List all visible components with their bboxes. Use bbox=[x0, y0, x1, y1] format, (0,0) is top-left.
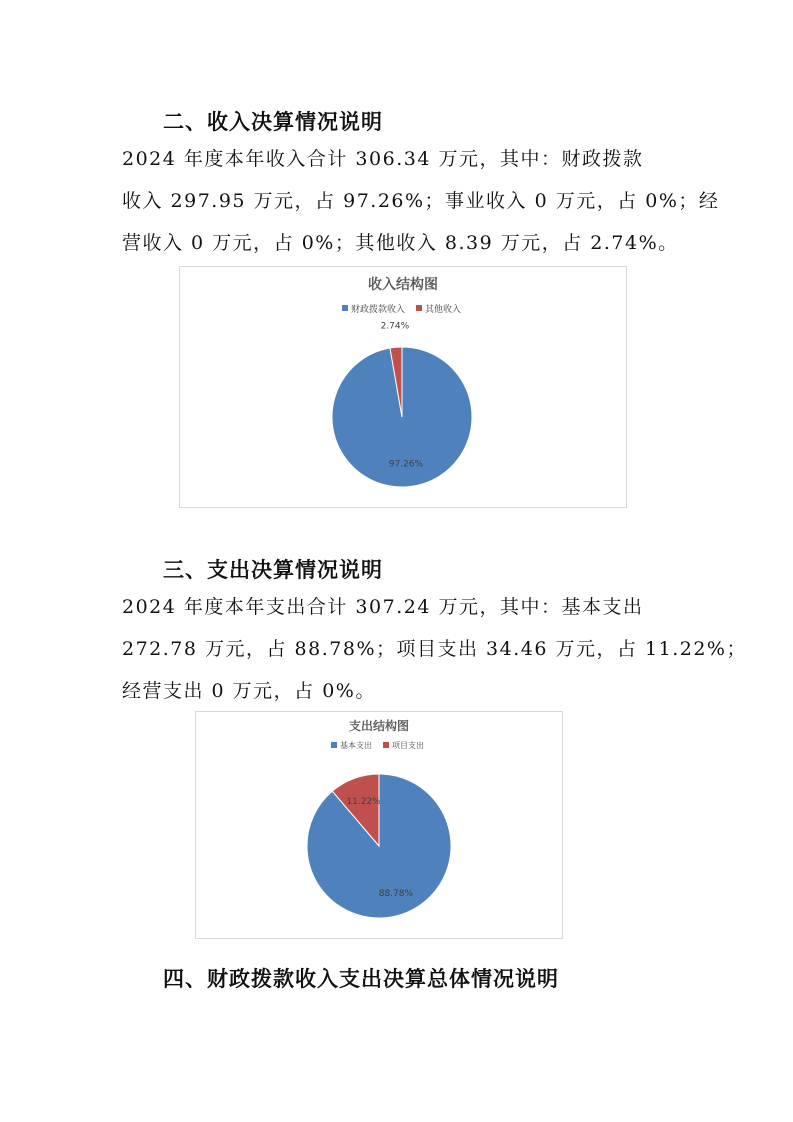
legend-entry: 财政拨款收入 bbox=[351, 305, 406, 315]
section-heading-income: 二、收入决算情况说明 bbox=[163, 110, 383, 134]
legend-entry: 基本支出 bbox=[340, 741, 372, 750]
data-label: 2.74% bbox=[380, 321, 410, 332]
legend-swatch bbox=[342, 305, 348, 311]
data-label: 88.78% bbox=[378, 888, 414, 899]
data-label: 97.26% bbox=[388, 459, 424, 470]
income-paragraph bbox=[122, 138, 720, 264]
paragraph-line: 2024 年度本年收入合计 306.34 万元，其中：财政拨款 bbox=[122, 148, 644, 170]
expenditure-paragraph bbox=[122, 586, 747, 712]
legend-swatch bbox=[416, 305, 422, 311]
data-label: 11.22% bbox=[346, 797, 381, 808]
paragraph-line: 2024 年度本年支出合计 307.24 万元，其中：基本支出 bbox=[122, 596, 644, 618]
paragraph-line: 收入 297.95 万元，占 97.26%；事业收入 0 万元，占 0%；经 bbox=[122, 190, 720, 212]
paragraph-line: 经营支出 0 万元，占 0%。 bbox=[122, 680, 376, 702]
legend-swatch bbox=[331, 742, 337, 748]
income-pie-chart-svg bbox=[180, 267, 626, 507]
chart-title: 收入结构图 bbox=[368, 277, 438, 293]
expenditure-pie-chart-svg bbox=[196, 712, 562, 938]
paragraph-line: 272.78 万元，占 88.78%；项目支出 34.46 万元，占 11.22%； bbox=[122, 638, 747, 660]
section-heading-fiscal-overall: 四、财政拨款收入支出决算总体情况说明 bbox=[163, 967, 559, 991]
legend-entry: 其他收入 bbox=[425, 305, 462, 315]
income-structure-chart bbox=[179, 266, 627, 508]
legend-swatch bbox=[383, 742, 389, 748]
chart-title: 支出结构图 bbox=[348, 719, 410, 733]
section-heading-expenditure: 三、支出决算情况说明 bbox=[163, 558, 383, 582]
expenditure-structure-chart bbox=[195, 711, 563, 939]
paragraph-line: 营收入 0 万元，占 0%；其他收入 8.39 万元，占 2.74%。 bbox=[122, 232, 679, 254]
legend-entry: 项目支出 bbox=[392, 741, 424, 750]
